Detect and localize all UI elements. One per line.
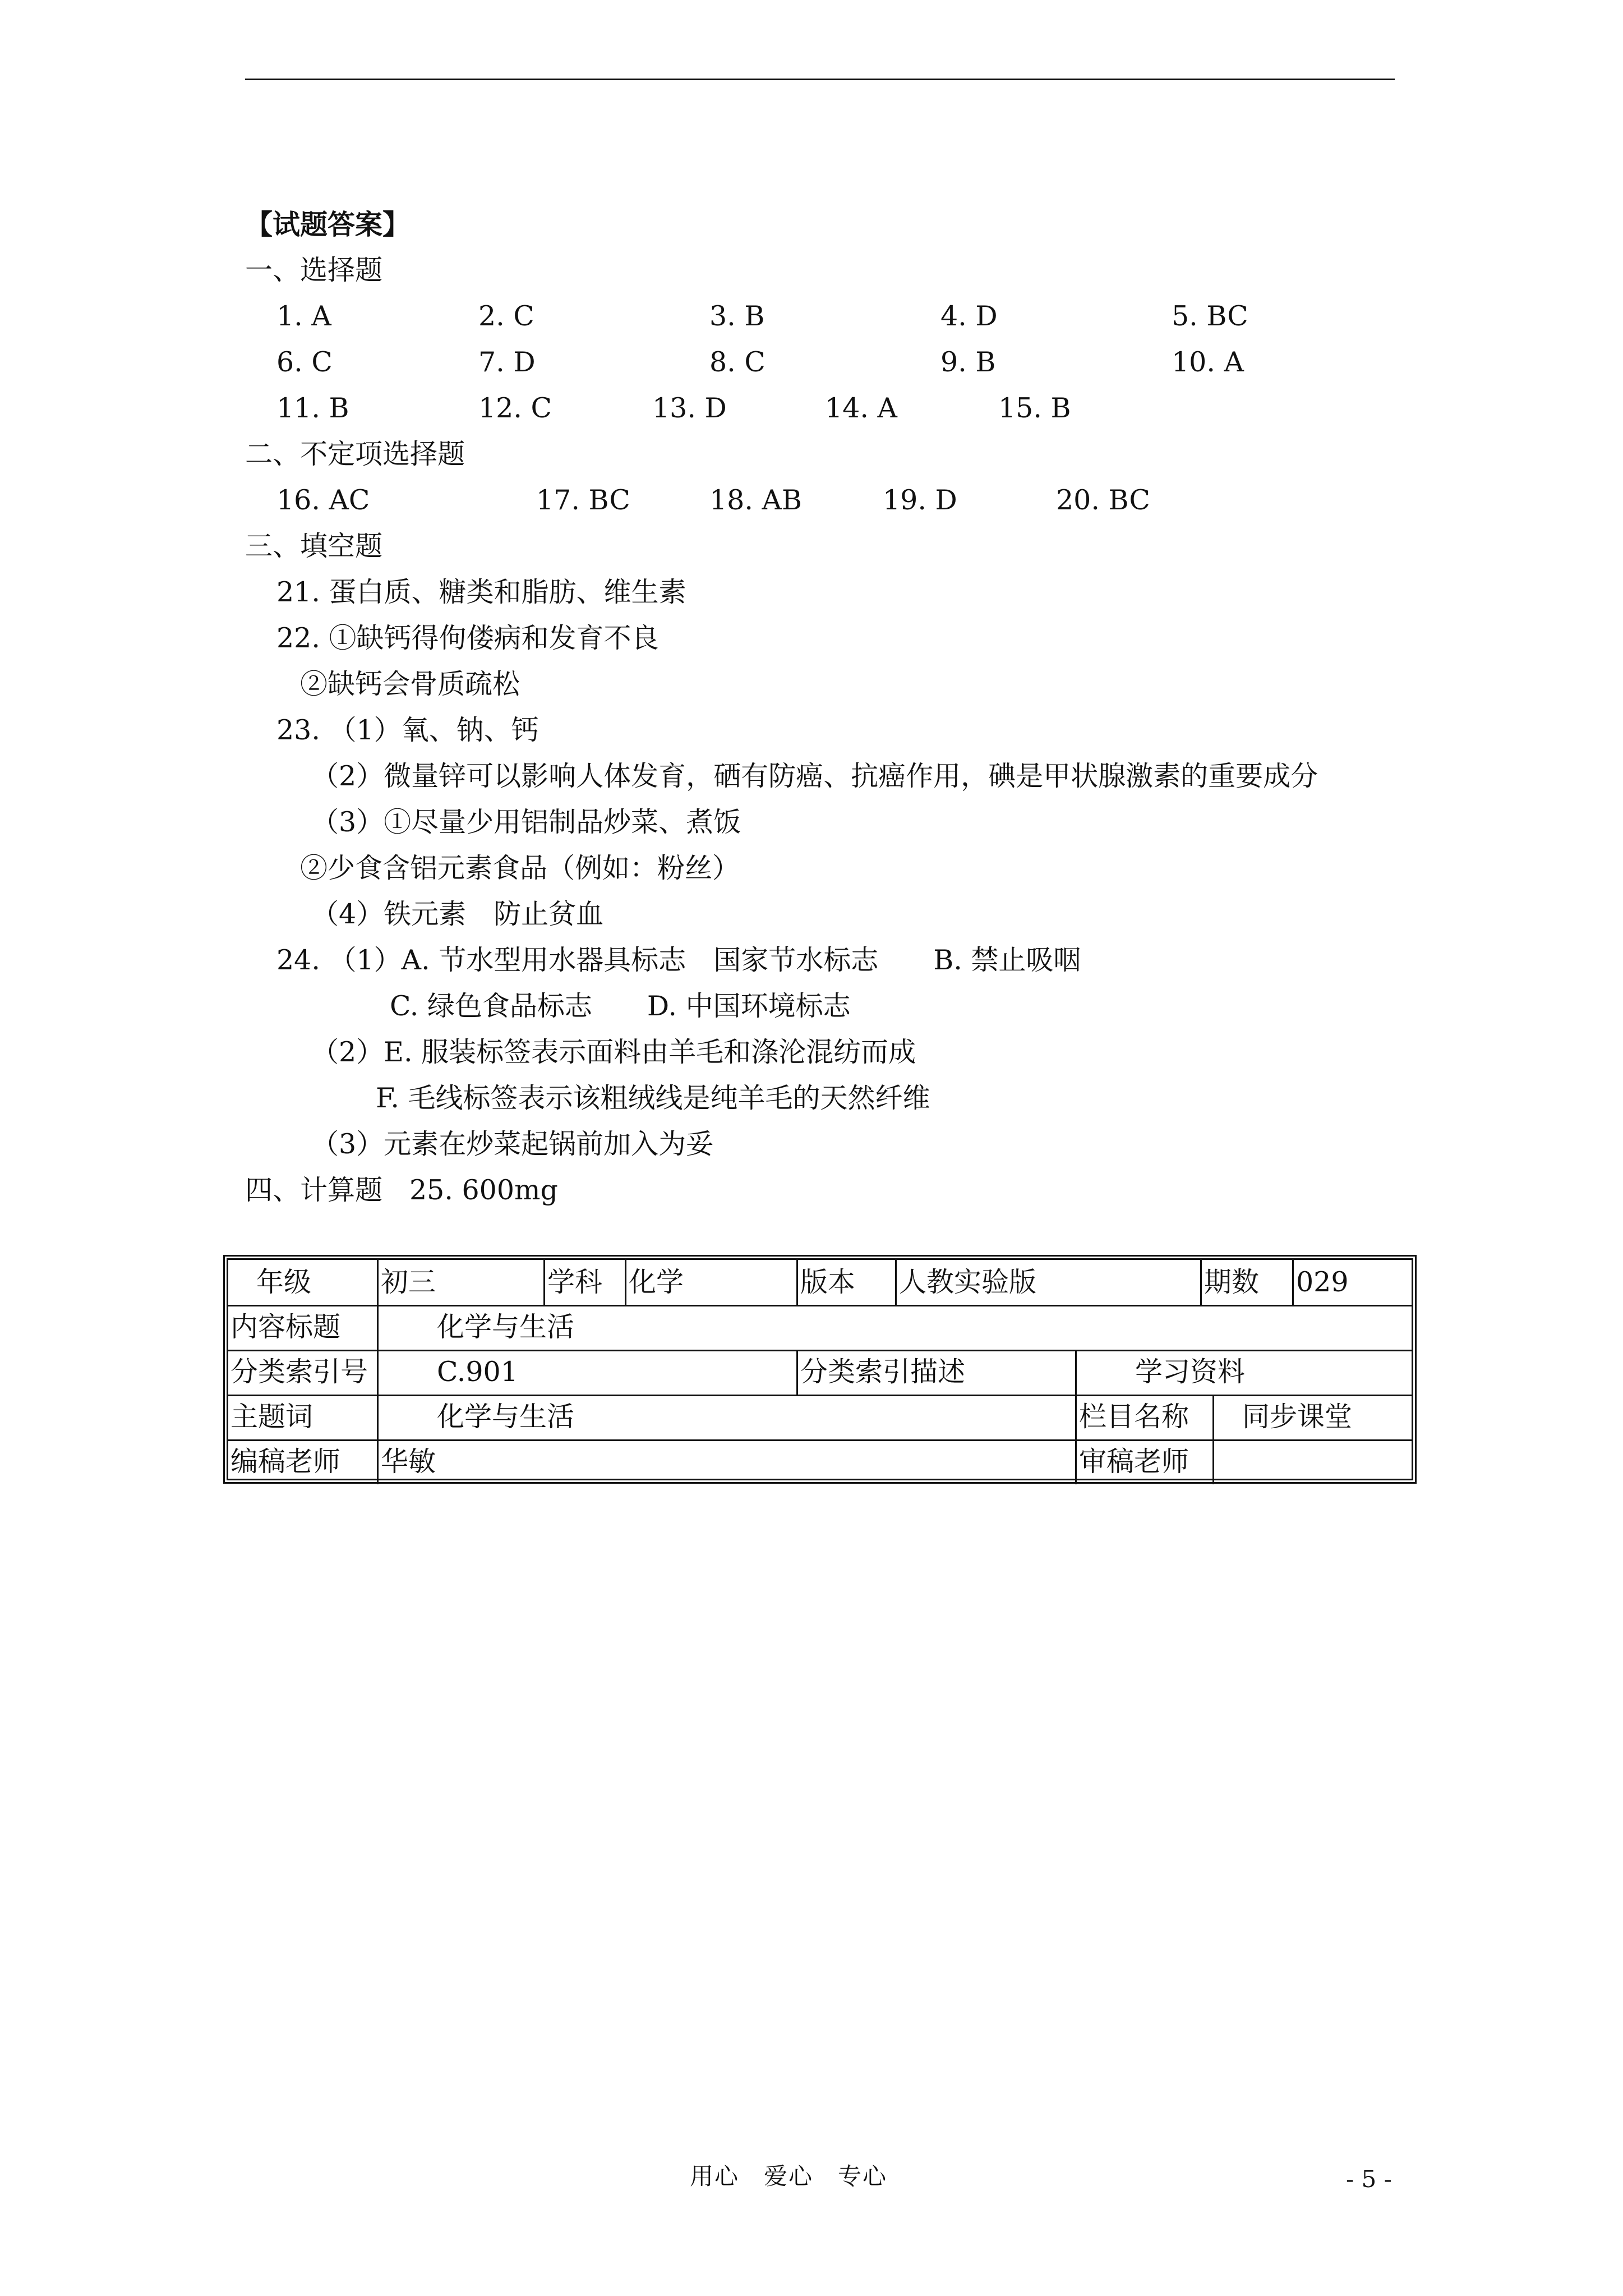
answer-19: 19. D: [883, 484, 957, 516]
answer-23-part1: 23. （1）氧、钠、钙: [276, 714, 539, 746]
label-column: 栏目名称: [1077, 1395, 1214, 1439]
answer-23-part5: （4）铁元素 防止贫血: [311, 898, 604, 930]
answer-25: 25. 600mg: [409, 1174, 558, 1206]
value-reviewer: [1214, 1439, 1412, 1484]
answer-9: 9. B: [940, 346, 996, 378]
answer-22-part1: 22. ①缺钙得佝偻病和发育不良: [276, 622, 659, 654]
answer-14: 14. A: [825, 392, 897, 424]
answer-24-part1: 24. （1）A. 节水型用水器具标志 国家节水标志 B. 禁止吸咽: [276, 944, 1081, 976]
label-issue: 期数: [1202, 1260, 1294, 1305]
label-index-number: 分类索引号: [228, 1350, 379, 1395]
info-table: [223, 1255, 1417, 1484]
answer-4: 4. D: [940, 300, 998, 332]
answer-22-part2: ②缺钙会骨质疏松: [300, 668, 520, 700]
label-index-desc: 分类索引描述: [798, 1350, 1077, 1395]
page-number: - 5 -: [1346, 2165, 1392, 2193]
value-index-number: C.901: [379, 1350, 798, 1395]
section-title-choice: 一、选择题: [245, 254, 383, 286]
answer-1: 1. A: [276, 300, 331, 332]
info-row-index: [228, 1350, 1412, 1396]
label-keyword: 主题词: [228, 1395, 379, 1439]
info-row-keyword: [228, 1395, 1412, 1441]
answer-11: 11. B: [276, 392, 349, 424]
answer-23-part3: （3）①尽量少用铝制品炒菜、煮饭: [311, 806, 741, 838]
answer-7: 7. D: [478, 346, 536, 378]
answer-24-part3: （2）E. 服装标签表示面料由羊毛和涤沦混纺而成: [311, 1036, 916, 1068]
section-title-fill: 三、填空题: [245, 530, 383, 562]
info-row-title: [228, 1305, 1412, 1351]
answer-24-part4: F. 毛线标签表示该粗绒线是纯羊毛的天然纤维: [376, 1082, 930, 1114]
label-content-title: 内容标题: [228, 1305, 379, 1350]
value-column: 同步课堂: [1242, 1401, 1353, 1433]
answer-23-part4: ②少食含铝元素食品（例如：粉丝）: [300, 852, 740, 884]
answer-3: 3. B: [709, 300, 765, 332]
label-editor: 编稿老师: [228, 1439, 379, 1484]
value-keyword: 化学与生活: [379, 1395, 1077, 1439]
label-edition: 版本: [798, 1260, 897, 1305]
value-subject: 化学: [626, 1260, 798, 1305]
answer-23-part2: （2）微量锌可以影响人体发育，硒有防癌、抗癌作用，碘是甲状腺激素的重要成分: [311, 760, 1318, 792]
answer-8: 8. C: [709, 346, 766, 378]
answer-20: 20. BC: [1056, 484, 1150, 516]
answer-21: 21. 蛋白质、糖类和脂肪、维生素: [276, 576, 686, 608]
info-row-grade: [228, 1260, 1412, 1306]
answer-18: 18. AB: [709, 484, 802, 516]
label-subject: 学科: [545, 1260, 626, 1305]
answer-12: 12. C: [478, 392, 552, 424]
answer-24-part5: （3）元素在炒菜起锅前加入为妥: [311, 1128, 714, 1160]
answer-24-part2: C. 绿色食品标志 D. 中国环境标志: [390, 990, 851, 1022]
answer-6: 6. C: [276, 346, 333, 378]
answer-16: 16. AC: [276, 484, 370, 516]
value-edition: 人教实验版: [897, 1260, 1202, 1305]
answer-15: 15. B: [998, 392, 1071, 424]
value-grade: 初三: [379, 1260, 545, 1305]
answer-17: 17. BC: [536, 484, 630, 516]
answer-2: 2. C: [478, 300, 534, 332]
answers-heading: 【试题答案】: [245, 208, 411, 241]
section-title-multi: 二、不定项选择题: [245, 438, 465, 470]
value-index-desc: 学习资料: [1135, 1356, 1246, 1388]
label-grade: 年级: [228, 1260, 379, 1305]
info-row-editor: [228, 1439, 1412, 1484]
section-title-calc: 四、计算题: [245, 1174, 383, 1206]
header-rule: [245, 79, 1395, 80]
value-editor: 华敏: [379, 1439, 1077, 1484]
answer-5: 5. BC: [1172, 300, 1248, 332]
footer-motto: 用心 爱心 专心: [690, 2162, 888, 2190]
label-reviewer: 审稿老师: [1077, 1439, 1214, 1484]
value-content-title: 化学与生活: [437, 1311, 575, 1343]
answer-10: 10. A: [1172, 346, 1244, 378]
value-issue: 029: [1296, 1266, 1349, 1298]
answer-13: 13. D: [652, 392, 727, 424]
